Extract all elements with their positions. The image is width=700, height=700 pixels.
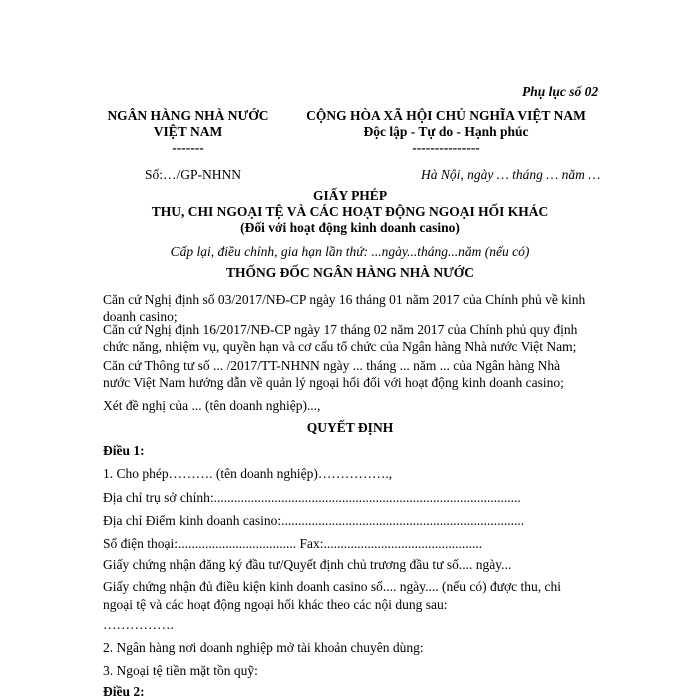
appendix-label: Phụ lục số 02 xyxy=(522,84,599,99)
legal-basis-3-line2: nước Việt Nam hướng dẫn về quản lý ngoại hối đối với hoạt động kinh doanh casino; xyxy=(103,375,564,390)
reissue-line: Cấp lại, điều chỉnh, gia hạn lần thứ: ...ngày...tháng...năm (nếu có) xyxy=(170,244,530,259)
article-1-item-3: 3. Ngoại tệ tiền mặt tồn quỹ: xyxy=(103,663,258,678)
document-number: Số:…/GP-NHNN xyxy=(145,167,242,182)
head-office-address: Địa chỉ trụ sở chính:........................................................................................... xyxy=(103,490,521,505)
agency-name-line2: VIỆT NAM xyxy=(153,124,223,139)
title-line1: GIẤY PHÉP xyxy=(312,188,388,203)
eligibility-line2: ngoại tệ và các hoạt động ngoại hối khác theo các nội dung sau: xyxy=(103,597,448,612)
casino-address: Địa chỉ Điểm kinh doanh casino:........................................................................ xyxy=(103,513,525,528)
article-1-item-1: 1. Cho phép………. (tên doanh nghiệp)……………., xyxy=(103,466,393,481)
legal-basis-1-line2: doanh casino; xyxy=(103,309,178,324)
agency-divider: ------- xyxy=(172,140,204,155)
nation-motto: Độc lập - Tự do - Hạnh phúc xyxy=(363,124,529,139)
place-date: Hà Nội, ngày … tháng … năm … xyxy=(421,167,601,182)
legal-basis-2-line2: chức năng, nhiệm vụ, quyền hạn và cơ cấu tổ chức của Ngân hàng Nhà nước Việt Nam; xyxy=(103,339,577,354)
title-block xyxy=(100,188,600,236)
agency-header xyxy=(103,108,273,156)
article-1-heading: Điều 1: xyxy=(103,443,145,458)
decision-heading: QUYẾT ĐỊNH xyxy=(306,420,394,435)
issuing-authority: THỐNG ĐỐC NGÂN HÀNG NHÀ NƯỚC xyxy=(225,265,475,280)
eligibility-line1: Giấy chứng nhận đủ điều kiện kinh doanh casino số.... ngày.... (nếu có) được thu, chi xyxy=(103,579,562,594)
article-1-item-2: 2. Ngân hàng nơi doanh nghiệp mở tài khoản chuyên dùng: xyxy=(103,640,424,655)
investment-certificate: Giấy chứng nhận đăng ký đầu tư/Quyết định chủ trương đầu tư số.... ngày... xyxy=(103,557,512,572)
legal-basis-1 xyxy=(103,291,585,325)
nation-name: CỘNG HÒA XÃ HỘI CHỦ NGHĨA VIỆT NAM xyxy=(306,108,586,123)
article-2-heading: Điều 2: xyxy=(103,684,145,699)
legal-basis-4: Xét đề nghị của ... (tên doanh nghiệp)..., xyxy=(103,398,321,413)
eligibility-certificate xyxy=(103,578,561,614)
title-line3: (Đối với hoạt động kinh doanh casino) xyxy=(240,220,460,235)
agency-name-line1: NGÂN HÀNG NHÀ NƯỚC xyxy=(107,108,269,123)
legal-basis-3 xyxy=(103,357,564,391)
nation-divider: --------------- xyxy=(412,140,480,155)
title-line2: THU, CHI NGOẠI TỆ VÀ CÁC HOẠT ĐỘNG NGOẠI HỐI KHÁC xyxy=(151,204,549,219)
national-header xyxy=(296,108,596,156)
legal-basis-2-line1: Căn cứ Nghị định 16/2017/NĐ-CP ngày 17 tháng 02 năm 2017 của Chính phủ quy định xyxy=(103,322,578,337)
legal-basis-1-line1: Căn cứ Nghị định số 03/2017/NĐ-CP ngày 16 tháng 01 năm 2017 của Chính phủ về kinh xyxy=(103,292,586,307)
content-placeholder: ……………. xyxy=(103,617,174,632)
phone-fax: Số điện thoại:................................... Fax:............................................... xyxy=(103,536,483,551)
legal-basis-2 xyxy=(103,321,577,355)
legal-basis-3-line1: Căn cứ Thông tư số ... /2017/TT-NHNN ngày ... tháng ... năm ... của Ngân hàng Nhà xyxy=(103,358,561,373)
